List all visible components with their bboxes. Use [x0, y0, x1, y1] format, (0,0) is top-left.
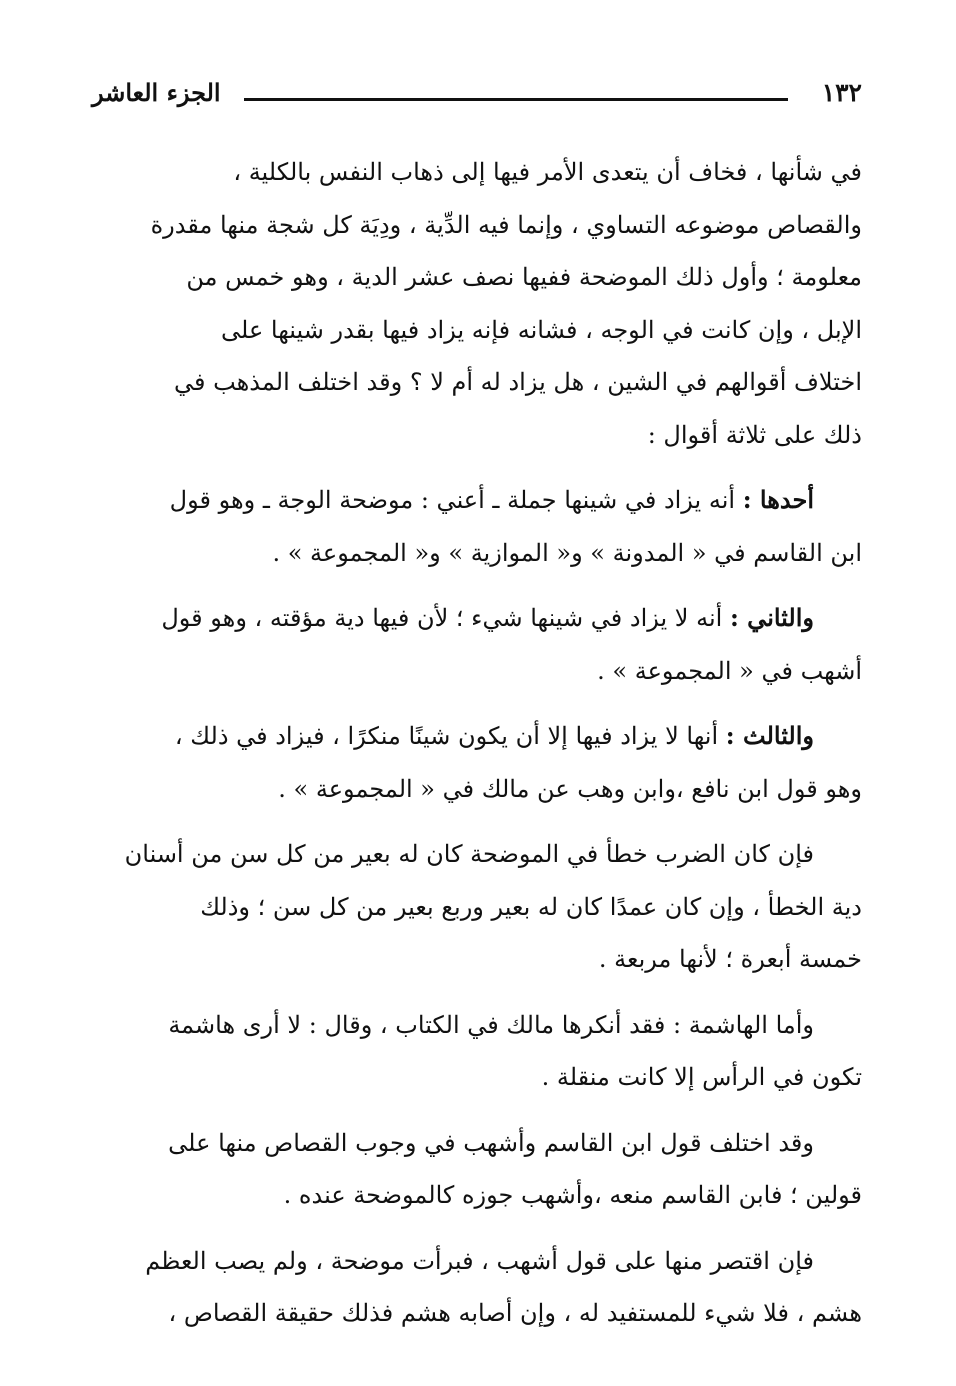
- paragraph-lead: والثاني :: [729, 603, 814, 632]
- text-line: وأما الهاشمة : فقد أنكرها مالك في الكتاب ، وقال : لا أرى هاشمة: [168, 1010, 814, 1039]
- text-line: الإبل ، وإن كانت في الوجه ، فشانه فإنه يزاد فيها بقدر شينها على: [221, 315, 862, 344]
- text-line: ابن القاسم في « المدونة » و« الموازية » و« المجموعة » .: [272, 538, 862, 567]
- text-line: معلومة ؛ وأول ذلك الموضحة ففيها نصف عشر الدية ، وهو خمس من: [186, 263, 862, 291]
- text-line: [92, 592, 862, 645]
- text-line: في شأنها ، فخاف أن يتعدى الأمر فيها إلى ذهاب النفس بالكلية ،: [233, 158, 862, 186]
- paragraph: [92, 710, 862, 815]
- paragraph: [92, 1117, 862, 1222]
- text-line: تكون في الرأس إلا كانت منقلة .: [541, 1063, 862, 1091]
- paragraph: [92, 1235, 862, 1340]
- body-text: [92, 146, 862, 1340]
- text-line: والقصاص موضوعه التساوي ، وإنما فيه الدِّية ، ودِيَة كل شجة منها مقدرة: [150, 210, 862, 239]
- running-title: الجزء العاشر: [92, 78, 221, 107]
- page-header: [92, 74, 862, 114]
- text-line: دية الخطأ ، وإن كان عمدًا كان له بعير وربع بعير من كل سن ؛ وذلك: [200, 892, 862, 921]
- text-line: هشم ، فلا شيء للمستفيد له ، وإن أصابه هشم فذلك حقيقة القصاص ،: [168, 1299, 862, 1327]
- header-rule: [244, 98, 788, 101]
- paragraph: [92, 146, 862, 461]
- paragraph-lead: أحدها :: [742, 485, 814, 514]
- paragraph-lead: والثالث :: [725, 721, 814, 750]
- text-line: فإن كان الضرب خطأ في الموضحة كان له بعير من كل سن من أسنان: [124, 840, 814, 868]
- text-line: قولين ؛ فابن القاسم منعه ،وأشهب جوزه كالموضحة عنده .: [283, 1181, 862, 1209]
- text-line: خمسة أبعرة ؛ لأنها مربعة .: [598, 945, 862, 973]
- paragraph: [92, 828, 862, 986]
- text-line: وهو قول ابن نافع ،وابن وهب عن مالك في « المجموعة » .: [278, 774, 862, 803]
- page-number: ١٣٢: [821, 78, 862, 107]
- text-line: اختلاف أقوالهم في الشين ، هل يزاد له أم لا ؟ وقد اختلف المذهب في: [173, 368, 862, 396]
- text-line: فإن اقتصر منها على قول أشهب ، فبرأت موضحة ، ولم يصب العظم: [145, 1246, 814, 1275]
- text-line: [92, 710, 862, 763]
- text-line: وقد اختلف قول ابن القاسم وأشهب في وجوب القصاص منها على: [168, 1128, 814, 1157]
- line-text: أنها لا يزاد فيها إلا أن يكون شينًا منكرًا ، فيزاد في ذلك ،: [174, 722, 719, 750]
- line-text: أنه يزاد في شينها جملة ـ أعني : موضحة الوجة ـ وهو قول: [169, 486, 736, 514]
- text-line: ذلك على ثلاثة أقوال :: [647, 420, 862, 449]
- text-line: [92, 474, 862, 527]
- line-text: أنه لا يزاد في شينها شيء ؛ لأن فيها دية مؤقته ، وهو قول: [161, 604, 723, 632]
- text-line: أشهب في « المجموعة » .: [597, 656, 862, 685]
- paragraph: [92, 999, 862, 1104]
- paragraph: [92, 592, 862, 697]
- paragraph: [92, 474, 862, 579]
